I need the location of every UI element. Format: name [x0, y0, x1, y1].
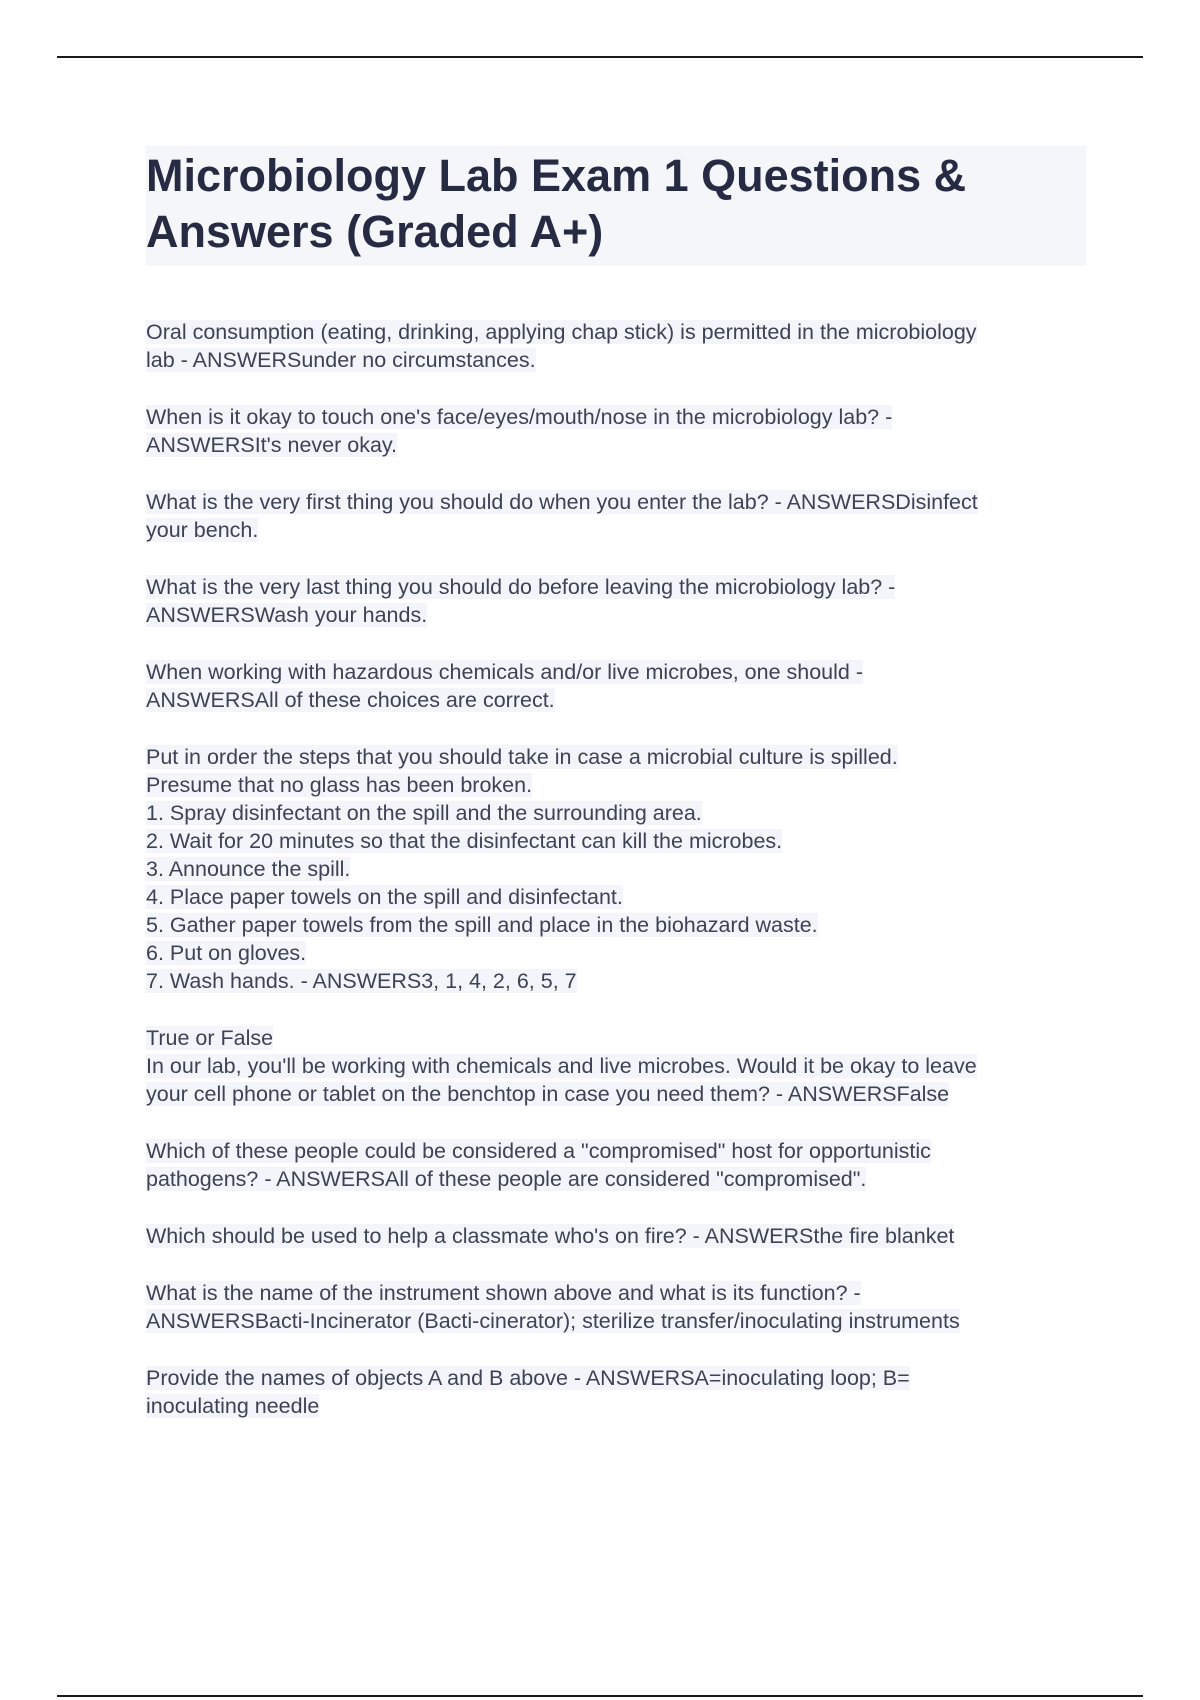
bottom-divider: [57, 1695, 1143, 1697]
qa-text: Which should be used to help a classmate who's on fire? - ANSWERSthe fire blanket: [146, 1224, 955, 1248]
qa-item: [146, 1279, 1086, 1335]
qa-item: [146, 743, 1086, 995]
top-divider: [57, 56, 1143, 58]
title-line: Microbiology Lab Exam 1 Questions &: [146, 150, 967, 201]
qa-line: [146, 488, 1086, 516]
qa-text: Oral consumption (eating, drinking, applying chap stick) is permitted in the microbiology: [146, 320, 977, 344]
qa-text: True or False: [146, 1026, 274, 1050]
qa-line: [146, 1307, 1086, 1335]
qa-item: [146, 658, 1086, 714]
qa-line: [146, 1392, 1086, 1420]
qa-line: [146, 967, 1086, 995]
qa-item: [146, 318, 1086, 374]
qa-text: pathogens? - ANSWERSAll of these people are considered "compromised".: [146, 1167, 867, 1191]
qa-text: inoculating needle: [146, 1394, 320, 1418]
qa-line: [146, 318, 1086, 346]
qa-line: [146, 939, 1086, 967]
qa-text: your bench.: [146, 518, 259, 542]
qa-line: [146, 346, 1086, 374]
qa-line: [146, 403, 1086, 431]
qa-item: [146, 403, 1086, 459]
title-block: [146, 146, 1086, 266]
qa-text: What is the very first thing you should do when you enter the lab? - ANSWERSDisinfect: [146, 490, 978, 514]
qa-text: Provide the names of objects A and B above - ANSWERSA=inoculating loop; B=: [146, 1366, 910, 1390]
qa-line: [146, 743, 1086, 771]
title-line: Answers (Graded A+): [146, 206, 604, 257]
qa-text: 7. Wash hands. - ANSWERS3, 1, 4, 2, 6, 5, 7: [146, 969, 577, 993]
qa-text: ANSWERSWash your hands.: [146, 603, 428, 627]
qa-text: 1. Spray disinfectant on the spill and the surrounding area.: [146, 801, 702, 825]
qa-item: [146, 488, 1086, 544]
qa-line: [146, 1222, 1086, 1250]
qa-item: [146, 573, 1086, 629]
qa-line: [146, 1165, 1086, 1193]
qa-line: [146, 855, 1086, 883]
qa-text: 3. Announce the spill.: [146, 857, 351, 881]
qa-line: [146, 686, 1086, 714]
qa-text: Presume that no glass has been broken.: [146, 773, 533, 797]
qa-line: [146, 516, 1086, 544]
qa-text: ANSWERSIt's never okay.: [146, 433, 398, 457]
qa-line: [146, 1137, 1086, 1165]
qa-text: ANSWERSAll of these choices are correct.: [146, 688, 555, 712]
qa-text: 6. Put on gloves.: [146, 941, 307, 965]
qa-line: [146, 1364, 1086, 1392]
qa-text: In our lab, you'll be working with chemicals and live microbes. Would it be okay to leave: [146, 1054, 977, 1078]
qa-text: What is the very last thing you should do before leaving the microbiology lab? -: [146, 575, 896, 599]
document-body: [146, 146, 1086, 1449]
qa-item: [146, 1364, 1086, 1420]
qa-text: When working with hazardous chemicals and/or live microbes, one should -: [146, 660, 864, 684]
qa-text: What is the name of the instrument shown above and what is its function? -: [146, 1281, 861, 1305]
qa-line: [146, 1024, 1086, 1052]
qa-line: [146, 883, 1086, 911]
page-title: [146, 148, 1084, 260]
qa-line: [146, 799, 1086, 827]
qa-line: [146, 573, 1086, 601]
qa-item: [146, 1137, 1086, 1193]
qa-text: your cell phone or tablet on the benchtop in case you need them? - ANSWERSFalse: [146, 1082, 950, 1106]
qa-line: [146, 827, 1086, 855]
qa-text: 4. Place paper towels on the spill and disinfectant.: [146, 885, 623, 909]
qa-item: [146, 1222, 1086, 1250]
qa-line: [146, 658, 1086, 686]
qa-text: When is it okay to touch one's face/eyes/mouth/nose in the microbiology lab? -: [146, 405, 893, 429]
qa-line: [146, 1052, 1086, 1080]
qa-line: [146, 431, 1086, 459]
qa-text: lab - ANSWERSunder no circumstances.: [146, 348, 536, 372]
qa-item: [146, 1024, 1086, 1108]
qa-text: 5. Gather paper towels from the spill and place in the biohazard waste.: [146, 913, 818, 937]
qa-text: Which of these people could be considered a "compromised" host for opportunistic: [146, 1139, 931, 1163]
qa-list: [146, 318, 1086, 1420]
qa-text: 2. Wait for 20 minutes so that the disinfectant can kill the microbes.: [146, 829, 783, 853]
qa-text: ANSWERSBacti-Incinerator (Bacti-cinerator); sterilize transfer/inoculating instruments: [146, 1309, 960, 1333]
qa-line: [146, 1279, 1086, 1307]
qa-line: [146, 601, 1086, 629]
qa-text: Put in order the steps that you should take in case a microbial culture is spilled.: [146, 745, 898, 769]
qa-line: [146, 771, 1086, 799]
qa-line: [146, 1080, 1086, 1108]
qa-line: [146, 911, 1086, 939]
